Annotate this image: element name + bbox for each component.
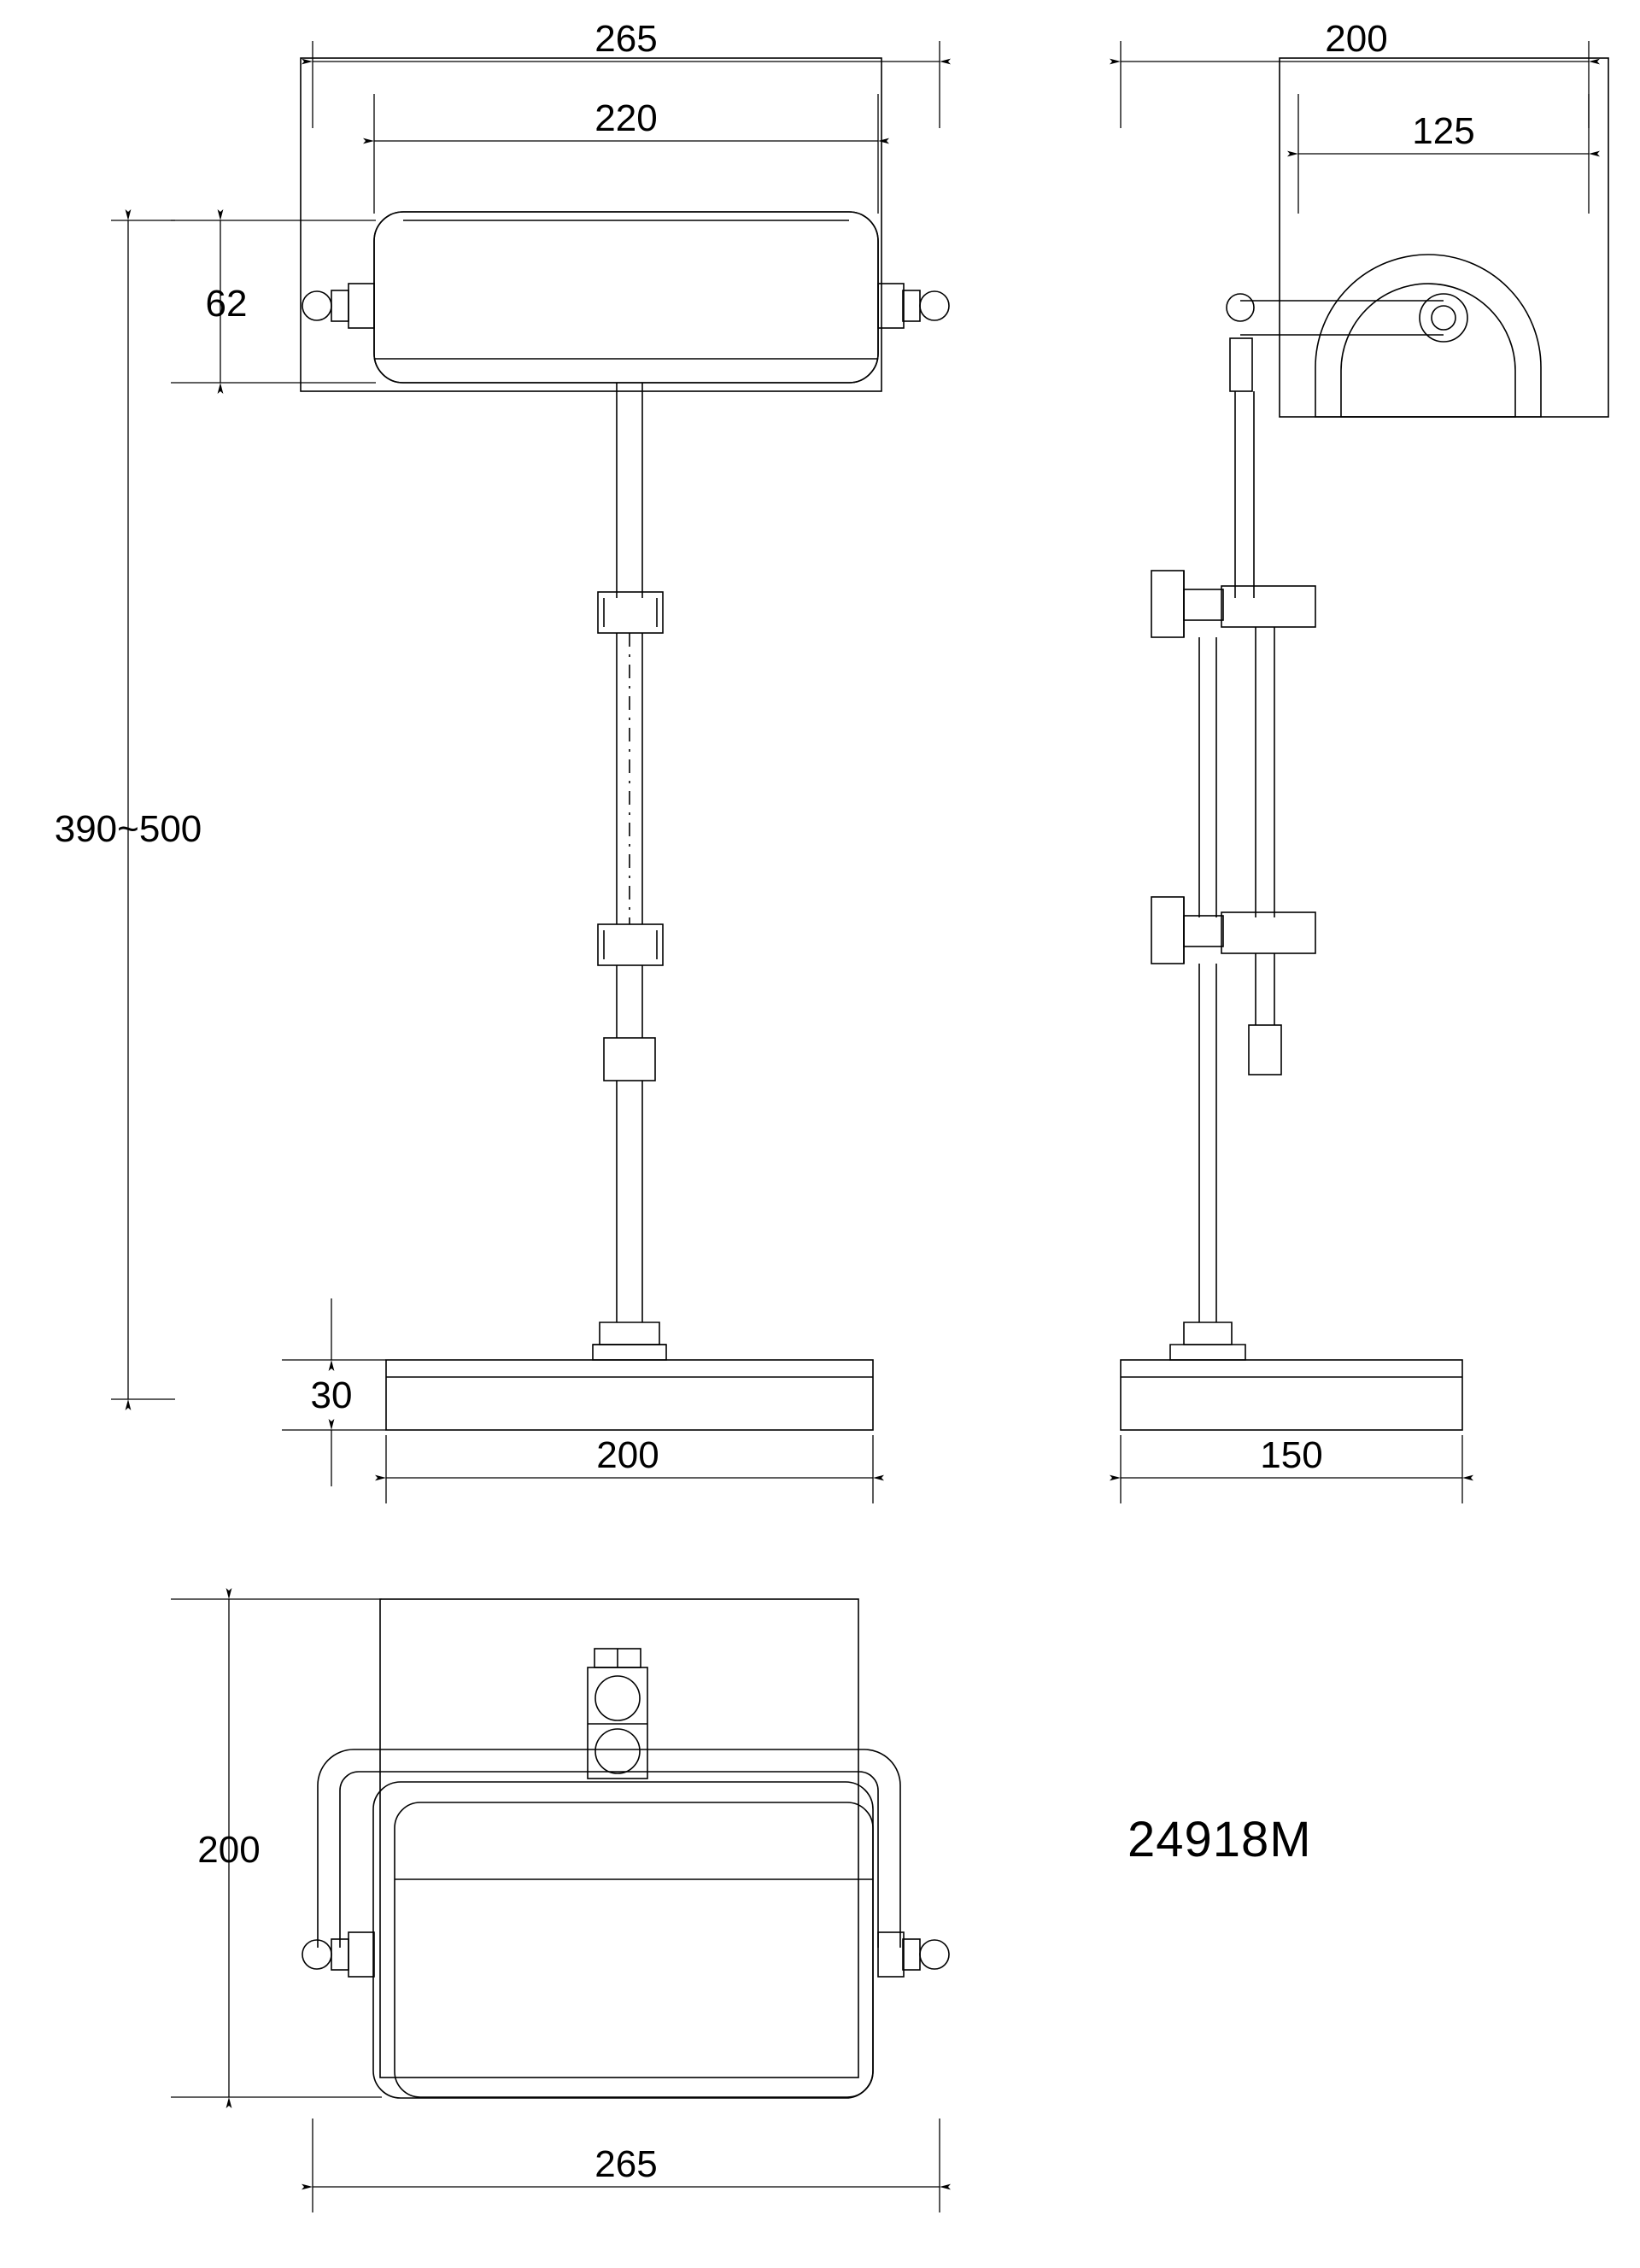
dim-front-shade-width: 220: [594, 97, 658, 139]
dim-side-shade-depth: 200: [1325, 18, 1388, 60]
side-view-dimensions: [1121, 41, 1589, 1503]
part-number-label: 24918M: [1128, 1812, 1312, 1867]
front-view-dimensions: [111, 41, 940, 1503]
dim-front-width-overall: 265: [594, 18, 658, 60]
dim-plan-depth: 200: [197, 1829, 261, 1871]
dim-front-total-height: 390~500: [54, 808, 202, 850]
plan-view-geometry: [302, 1599, 949, 2098]
side-view-geometry: [1121, 58, 1608, 1430]
dim-side-base-depth: 150: [1260, 1434, 1323, 1476]
dim-plan-width: 265: [594, 2143, 658, 2185]
dim-front-base-width: 200: [596, 1434, 659, 1476]
dim-front-shade-height: 62: [205, 283, 248, 325]
dim-side-bracket-depth: 125: [1412, 110, 1475, 152]
plan-view-dimensions: [171, 1599, 940, 2212]
front-view-geometry: [301, 58, 949, 1430]
dim-front-base-height: 30: [310, 1374, 353, 1416]
